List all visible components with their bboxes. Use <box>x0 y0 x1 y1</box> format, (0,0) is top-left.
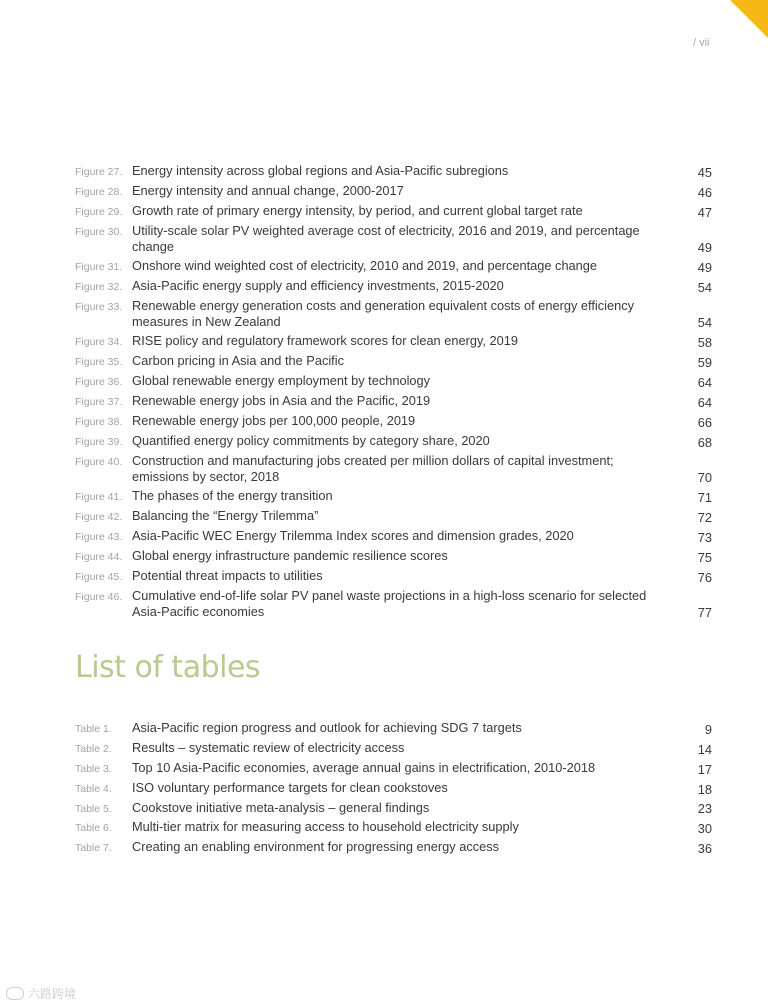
table-entry[interactable] <box>75 779 712 799</box>
entry-title: Onshore wind weighted cost of electricity, 2010 and 2019, and percentage change <box>132 258 598 274</box>
entry-title: Global renewable energy employment by technology <box>132 373 431 389</box>
entry-title: Results – systematic review of electricity access <box>132 739 405 755</box>
watermark-logo-icon <box>6 987 24 1000</box>
entry-page: 68 <box>697 434 712 450</box>
entry-page: 76 <box>697 569 712 585</box>
entry-title: Asia-Pacific energy supply and efficiency investments, 2015-2020 <box>132 278 504 294</box>
entry-title: Cookstove initiative meta-analysis – general findings <box>132 799 430 815</box>
entry-page: 70 <box>697 470 712 486</box>
entry-title: Creating an enabling environment for progressing energy access <box>132 839 500 855</box>
figure-entry[interactable] <box>75 587 712 623</box>
entry-title: Carbon pricing in Asia and the Pacific <box>132 353 344 369</box>
figure-entry[interactable] <box>75 182 712 202</box>
figure-entry[interactable] <box>75 332 712 352</box>
entry-label: Table 7. <box>75 842 112 855</box>
figure-entry[interactable] <box>75 257 712 277</box>
entry-label: Figure 34. <box>75 336 123 349</box>
table-entry[interactable] <box>75 838 712 858</box>
figure-entry[interactable] <box>75 222 712 258</box>
figure-entry[interactable] <box>75 412 712 432</box>
entry-page: 49 <box>697 260 712 276</box>
entry-title: The phases of the energy transition <box>132 488 333 504</box>
entry-label: Figure 32. <box>75 281 123 294</box>
entry-title: Growth rate of primary energy intensity, by period, and current global target rate <box>132 202 583 218</box>
entry-title: Multi-tier matrix for measuring access to household electricity supply <box>132 819 519 835</box>
entry-title: Renewable energy jobs per 100,000 people, 2019 <box>132 413 416 429</box>
figure-entry[interactable] <box>75 507 712 527</box>
entry-page: 73 <box>697 529 712 545</box>
figure-entry[interactable] <box>75 547 712 567</box>
list-of-figures <box>75 162 712 622</box>
watermark-text: 六路跨境 <box>28 987 77 1001</box>
figure-entry[interactable] <box>75 372 712 392</box>
table-entry[interactable] <box>75 799 712 819</box>
entry-title: Energy intensity and annual change, 2000-2017 <box>132 182 404 198</box>
entry-page: 36 <box>697 841 712 857</box>
entry-page: 49 <box>697 240 712 256</box>
entry-page: 64 <box>697 375 712 391</box>
entry-page: 18 <box>697 781 712 797</box>
entry-label: Figure 44. <box>75 550 123 563</box>
entry-title: Cumulative end-of-life solar PV panel waste projections in a high-loss scenario for selected Asia-Pacific economies <box>132 587 647 619</box>
entry-label: Figure 33. <box>75 300 123 313</box>
entry-label: Figure 38. <box>75 416 123 429</box>
entry-label: Table 2. <box>75 742 112 755</box>
entry-page: 54 <box>697 315 712 331</box>
entry-title: Asia-Pacific region progress and outlook for achieving SDG 7 targets <box>132 720 522 735</box>
entry-title: Quantified energy policy commitments by category share, 2020 <box>132 432 490 448</box>
entry-page: 23 <box>697 801 712 817</box>
entry-page: 77 <box>697 605 712 621</box>
entry-label: Figure 42. <box>75 511 123 524</box>
entry-label: Figure 27. <box>75 166 123 178</box>
entry-title: Global energy infrastructure pandemic resilience scores <box>132 547 448 563</box>
entry-page: 64 <box>697 395 712 411</box>
figure-entry[interactable] <box>75 352 712 372</box>
entry-label: Figure 31. <box>75 261 123 274</box>
entry-label: Figure 41. <box>75 491 123 504</box>
entry-label: Figure 36. <box>75 376 123 389</box>
entry-label: Figure 37. <box>75 396 123 409</box>
figure-entry[interactable] <box>75 432 712 452</box>
entry-title: RISE policy and regulatory framework scores for clean energy, 2019 <box>132 333 518 349</box>
figure-entry[interactable] <box>75 392 712 412</box>
entry-page: 9 <box>704 721 712 737</box>
entry-label: Figure 39. <box>75 435 123 448</box>
entry-page: 47 <box>697 204 712 220</box>
entry-title: Asia-Pacific WEC Energy Trilemma Index scores and dimension grades, 2020 <box>132 528 574 544</box>
entry-page: 72 <box>697 510 712 526</box>
entry-page: 66 <box>697 414 712 430</box>
entry-label: Figure 29. <box>75 205 123 218</box>
figure-entry[interactable] <box>75 277 712 297</box>
entry-page: 59 <box>697 355 712 371</box>
list-of-tables <box>75 719 712 858</box>
figure-entry[interactable] <box>75 487 712 507</box>
entry-label: Table 1. <box>75 723 112 735</box>
entry-label: Figure 43. <box>75 531 123 544</box>
figure-entry[interactable] <box>75 452 712 488</box>
entry-label: Figure 28. <box>75 185 123 198</box>
entry-title: Renewable energy generation costs and generation equivalent costs of energy efficiency measures in New Zealand <box>132 297 635 329</box>
entry-title: Construction and manufacturing jobs created per million dollars of capital investment; emissions by sector, 2018 <box>132 452 614 484</box>
entry-label: Figure 46. <box>75 590 123 603</box>
entry-page: 54 <box>697 279 712 295</box>
table-entry[interactable] <box>75 759 712 779</box>
figure-entry[interactable] <box>75 202 712 222</box>
figure-entry[interactable] <box>75 297 712 333</box>
corner-accent <box>730 0 768 38</box>
watermark <box>6 985 76 1002</box>
entry-label: Figure 35. <box>75 356 123 369</box>
entry-title: ISO voluntary performance targets for clean cookstoves <box>132 779 448 795</box>
entry-title: Balancing the “Energy Trilemma” <box>132 508 319 524</box>
entry-label: Table 6. <box>75 822 112 835</box>
entry-page: 30 <box>697 821 712 837</box>
entry-page: 17 <box>697 761 712 777</box>
entry-label: Figure 30. <box>75 225 123 238</box>
entry-title: Utility-scale solar PV weighted average cost of electricity, 2016 and 2019, and percentage change <box>132 222 640 254</box>
figure-entry[interactable] <box>75 162 712 182</box>
table-entry[interactable] <box>75 739 712 759</box>
table-entry[interactable] <box>75 818 712 838</box>
entry-page: 14 <box>697 741 712 757</box>
list-of-tables-heading: List of tables <box>75 650 261 685</box>
entry-label: Table 3. <box>75 762 112 775</box>
entry-page: 46 <box>697 184 712 200</box>
entry-page: 58 <box>697 335 712 351</box>
entry-label: Figure 45. <box>75 570 123 583</box>
entry-label: Table 4. <box>75 782 112 795</box>
entry-page: 45 <box>697 164 712 180</box>
entry-page: 71 <box>697 490 712 506</box>
entry-page: 75 <box>697 549 712 565</box>
entry-title: Energy intensity across global regions and Asia-Pacific subregions <box>132 163 509 178</box>
figure-entry[interactable] <box>75 527 712 547</box>
entry-title: Top 10 Asia-Pacific economies, average annual gains in electrification, 2010-2018 <box>132 759 596 775</box>
entry-label: Table 5. <box>75 802 112 815</box>
entry-label: Figure 40. <box>75 455 123 468</box>
table-entry[interactable] <box>75 719 712 739</box>
figure-entry[interactable] <box>75 567 712 587</box>
entry-title: Renewable energy jobs in Asia and the Pacific, 2019 <box>132 393 431 409</box>
entry-title: Potential threat impacts to utilities <box>132 567 323 583</box>
page-number: / vii <box>693 37 710 49</box>
